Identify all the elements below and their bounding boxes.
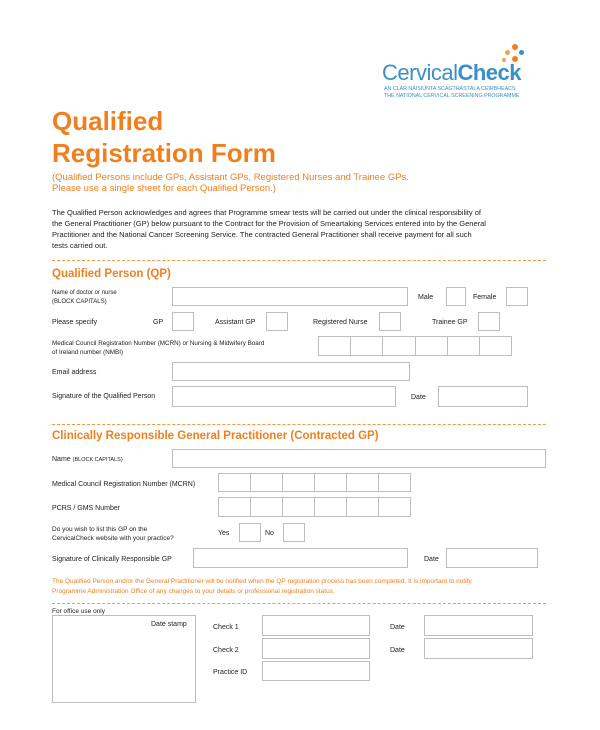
trainee-gp-checkbox[interactable] [478,312,500,331]
registered-nurse-label: Registered Nurse [313,319,368,326]
subtitle-line2: Please use a single sheet for each Qualified Person.) [52,183,276,194]
registered-nurse-checkbox[interactable] [379,312,401,331]
intro-paragraph: The Qualified Person acknowledges and agrees that Programme smear tests will be carried out under the clinical responsibility of the General Practitioner (GP) below pursuant to the Contract for the Provision of Smeartaking Services entered into by the General Practitioner and the National Cancer Screening Service. The contracted General Practitioner shall receive payment for all such tests carried out. [52,208,486,250]
gp-mcrn-input[interactable] [218,473,411,492]
check2-input[interactable] [262,638,370,659]
divider [52,424,546,425]
qp-mcrn-input[interactable] [318,336,512,356]
gp-heading: Clinically Responsible General Practitioner (Contracted GP) [52,430,379,442]
qp-signature-input[interactable] [172,386,396,407]
qp-name-label: Name of doctor or nurse (BLOCK CAPITALS) [52,290,117,305]
date2-input[interactable] [424,638,533,659]
list-gp-question: Do you wish to list this GP on the CervicalCheck website with your practice? [52,526,174,542]
gp-name-input[interactable] [172,449,546,468]
check1-label: Check 1 [213,624,239,631]
assistant-gp-label: Assistant GP [215,319,256,326]
gp-name-label: Name (BLOCK CAPITALS) [52,456,123,463]
date2-label: Date [390,647,405,654]
yes-checkbox[interactable] [239,523,261,542]
trainee-gp-label: Trainee GP [432,319,468,326]
pcrs-label: PCRS / GMS Number [52,505,121,512]
title-line1: Qualified [52,106,164,136]
divider [52,603,546,604]
email-input[interactable] [172,362,410,381]
practice-id-label: Practice ID [213,669,248,676]
pcrs-input[interactable] [218,497,411,517]
date1-label: Date [390,624,405,631]
gp-date-label: Date [424,556,439,563]
qp-signature-label: Signature of the Qualified Person [52,393,156,400]
divider [52,260,546,261]
no-checkbox[interactable] [283,523,305,542]
cervicalcheck-logo [382,44,552,104]
date-stamp-label: Date stamp [151,621,187,628]
logo-irish-line: AN CLÁR NÁISIÚNTA SCAGTHÁSTÁLA CEIRBHEACS [384,86,516,92]
gp-date-input[interactable] [446,548,538,568]
qp-date-input[interactable] [438,386,528,407]
gp-label: GP [153,319,164,326]
qp-date-label: Date [411,394,426,401]
gp-signature-label: Signature of Clinically Responsible GP [52,556,172,563]
female-checkbox[interactable] [506,287,528,306]
qp-name-input[interactable] [172,287,408,306]
date1-input[interactable] [424,615,533,636]
title-line2: Registration Form [52,138,276,168]
yes-label: Yes [218,530,230,537]
assistant-gp-checkbox[interactable] [266,312,288,331]
no-label: No [265,530,274,537]
subtitle-line1: (Qualified Persons include GPs, Assistant GPs, Registered Nurses and Trainee GPs. [52,172,409,183]
qp-heading: Qualified Person (QP) [52,268,171,280]
office-use-label: For office use only [52,608,105,615]
gp-signature-input[interactable] [193,548,408,568]
check2-label: Check 2 [213,647,239,654]
practice-id-input[interactable] [262,661,370,681]
logo-wordmark: CervicalCheck [382,60,522,85]
gp-mcrn-label: Medical Council Registration Number (MCRN) [52,481,196,488]
gp-checkbox[interactable] [172,312,194,331]
date-stamp-box[interactable] [52,615,196,703]
email-label: Email address [52,369,97,376]
please-specify-label: Please specify [52,319,98,326]
check1-input[interactable] [262,615,370,636]
male-checkbox[interactable] [446,287,466,306]
male-label: Male [418,294,434,301]
qp-mcrn-label: Medical Council Registration Number (MCRN) or Nursing & Midwifery Board of Ireland number (NMBI) [52,340,265,356]
female-label: Female [473,294,497,301]
notice-text: The Qualified Person and/or the General Practitioner will be notified when the QP registration process has been completed. It is important to notify Programme Administration Office of any changes to your details or professional registration status. [52,578,472,595]
logo-english-line: THE NATIONAL CERVICAL SCREENING PROGRAMME [384,93,520,99]
